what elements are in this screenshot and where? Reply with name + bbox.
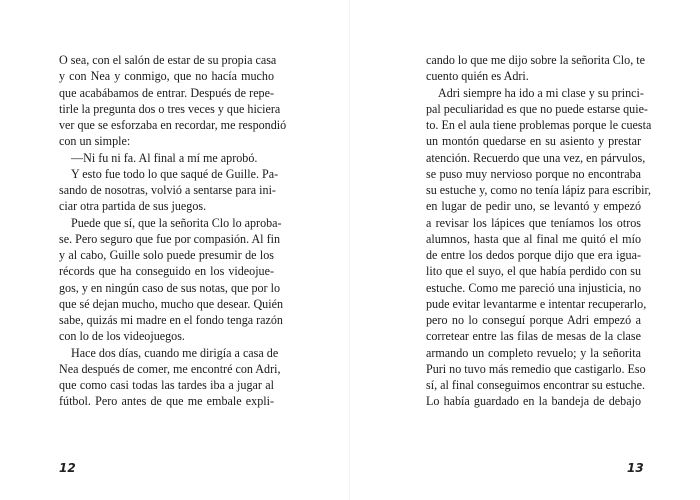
text-line: de entre los dedos porque dijo que era igua- [426,248,641,262]
text-line: en lugar de pedir uno, se levantó y empezó [426,199,641,214]
text-line: Hace dos días, cuando me dirigía a casa de [71,345,279,360]
text-line: pude evitar levantarme e intentar recuperarlo, [426,296,647,311]
text-line: corretear entre las filas de mesas de la clase [426,329,641,344]
text-line: ver que se esforzaba en recordar, me respondió [59,118,287,132]
text-line: que como casi todas las tardes iba a jugar al [59,378,274,392]
left-page-text [59,52,287,410]
text-line: tirle la pregunta dos o tres veces y que hiciera [59,101,281,116]
text-line: to. En el aula tiene problemas porque le cuesta [426,118,652,132]
right-page-text [426,52,652,410]
text-line: sando de nosotras, volvió a sentarse para ini- [59,183,276,197]
text-line: lito que el suyo, el que había perdido con su [426,264,641,279]
text-line: alumnos, hasta que al final me quitó el mío [426,231,641,246]
right-page-number: 13 [627,461,644,475]
text-line: se puso muy nervioso porque no encontraba [426,166,641,181]
text-line: que sé dejan mucho, mucho que desear. Quién [59,296,283,311]
text-line: su estuche y, como no tenía lápiz para escribir, [426,183,652,197]
right-page [350,0,700,500]
text-line: y con Nea y conmigo, que no hacía mucho [59,69,274,84]
text-line: se. Pero seguro que fue por compasión. Al fin [59,231,280,246]
text-line: Y esto fue todo lo que saqué de Guille. Pa- [71,166,279,181]
text-line: que acabábamos de entrar. Después de repe- [59,85,274,100]
text-line: récords que ha conseguido en los videojue- [59,264,274,279]
text-line: O sea, con el salón de estar de su propia casa [59,53,277,67]
text-line: fútbol. Pero antes de que me embale expli- [59,394,274,409]
text-line: atención. Recuerdo que una vez, en párvulos, [426,150,646,165]
text-line: un montón quedarse en su asiento y prestar [426,134,641,149]
text-line: gos, y en ningún caso de sus notas, que por lo [59,280,281,295]
text-line: sí, al final conseguimos encontrar su estuche. [426,378,645,392]
left-page-number: 12 [59,461,76,475]
text-line: con lo de los videojuegos. [59,329,185,344]
text-line: con un simple: [59,134,131,149]
text-line: Lo había guardado en la bandeja de debajo [426,394,641,409]
text-line: Adri siempre ha ido a mi clase y su princi- [438,85,644,100]
text-line: pero no lo conseguí porque Adri empezó a [426,313,641,327]
text-line: y al cabo, Guille solo puede presumir de los [59,248,274,262]
text-line: cuento quién es Adri. [426,69,529,84]
text-line: pal peculiaridad es que no puede estarse quie- [426,101,648,116]
text-line: a revisar los lápices que teníamos los otros [426,215,641,230]
text-line: estuche. Como me pareció una injusticia, no [426,280,641,295]
text-line: ciar otra partida de sus juegos. [59,199,207,214]
text-line: Puede que sí, que la señorita Clo lo aproba- [71,215,282,230]
text-line: cando lo que me dijo sobre la señorita Clo, te [426,53,645,67]
text-line: Puri no tuvo más remedio que castigarlo. Eso [426,361,646,376]
text-line: Nea después de comer, me encontré con Adri, [59,361,281,376]
text-line: armando un completo revuelo; y la señorita [426,345,641,360]
text-line: sabe, quizás mi madre en el fondo tenga razón [59,313,283,327]
text-line: —Ni fu ni fa. Al final a mí me aprobó. [71,150,258,165]
